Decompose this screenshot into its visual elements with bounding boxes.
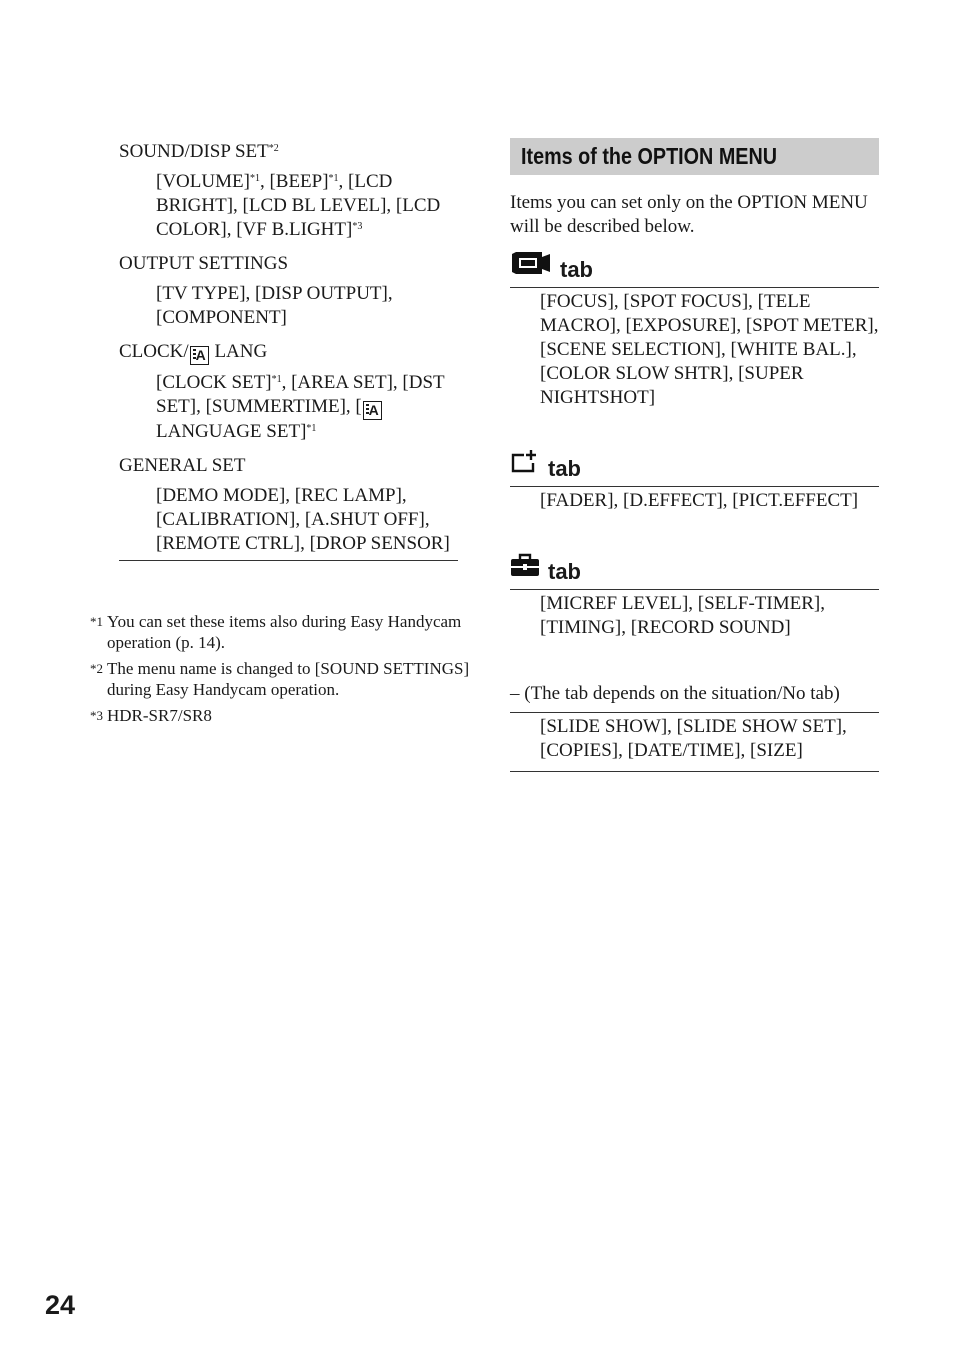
menu-items-output-settings: [TV TYPE], [DISP OUTPUT], [COMPONENT]	[156, 283, 393, 328]
tab-label: tab	[548, 456, 581, 481]
footnote-ref: *3	[352, 221, 363, 232]
intro-text: Items you can set only on the OPTION MENU will be described below.	[510, 192, 868, 237]
tab-items-camera: [FOCUS], [SPOT FOCUS], [TELE MACRO], [EXPOSURE], [SPOT METER], [SCENE SELECTION], [WHITE BAL.], [COLOR SLOW SHTR], [SUPER NIGHTSHOT]	[540, 291, 879, 408]
footnote-ref: *2	[268, 143, 279, 154]
footnote-ref: *1	[271, 374, 282, 385]
menu-item-text: LANGUAGE SET]	[156, 421, 307, 442]
footnote	[90, 611, 470, 653]
tab-heading-effect	[510, 450, 879, 480]
effect-icon	[510, 449, 540, 480]
menu-items-sound-disp-set: [VOLUME]$^{*1}$, [BEEP]$^{*1}$, [LCD BRIGHT], [LCD BL LEVEL], [LCD COLOR], [VF B.LIGHT]$^{*3}$	[156, 171, 441, 240]
language-icon: A	[363, 401, 382, 420]
footnote-ref: *1	[328, 173, 339, 184]
tab-label: tab	[548, 559, 581, 584]
footnote-text: You can set these items also during Easy Handycam operation (p. 14).	[107, 612, 462, 652]
menu-items-clock-lang	[156, 371, 459, 444]
section-header	[510, 138, 879, 175]
footnote-mark: *2	[90, 661, 103, 676]
left-column	[119, 140, 459, 561]
footnote-ref: *1	[306, 423, 317, 434]
menu-title-sound-disp-set	[119, 140, 459, 164]
footnote-text: The menu name is changed to [SOUND SETTINGS] during Easy Handycam operation.	[107, 659, 470, 699]
divider	[510, 771, 879, 772]
menu-title-output-settings: OUTPUT SETTINGS	[119, 253, 289, 274]
language-icon: A	[190, 346, 209, 365]
footnote-ref: *1	[249, 173, 260, 184]
footnote	[90, 658, 470, 700]
camera-icon	[510, 250, 552, 281]
footnote-mark: *3	[90, 708, 103, 723]
menu-title-text: SOUND/DISP SET	[119, 141, 269, 162]
footnotes	[90, 611, 470, 731]
footnote	[90, 705, 470, 726]
menu-title-general-set: GENERAL SET	[119, 455, 246, 476]
footnote-mark: *1	[90, 614, 103, 629]
menu-item-text: , [AREA SET], [DST SET], [SUMMERTIME], [	[156, 372, 445, 417]
toolbox-icon	[510, 552, 540, 583]
menu-title-text: LANG	[209, 341, 268, 362]
menu-title-clock-lang	[119, 340, 459, 365]
right-column	[510, 138, 879, 772]
page-number: 24	[45, 1290, 76, 1320]
tab-items-no-tab: [SLIDE SHOW], [SLIDE SHOW SET], [COPIES], [DATE/TIME], [SIZE]	[540, 716, 847, 761]
tab-heading-camera	[510, 251, 879, 281]
tab-heading-toolbox	[510, 553, 879, 583]
tab-items-effect: [FADER], [D.EFFECT], [PICT.EFFECT]	[540, 490, 859, 511]
tab-label: tab	[560, 257, 593, 282]
tab-items-toolbox: [MICREF LEVEL], [SELF-TIMER], [TIMING], [RECORD SOUND]	[540, 593, 825, 638]
menu-items-general-set: [DEMO MODE], [REC LAMP], [CALIBRATION], [A.SHUT OFF], [REMOTE CTRL], [DROP SENSOR]	[156, 485, 450, 554]
no-tab-heading: – (The tab depends on the situation/No tab)	[510, 683, 840, 704]
menu-item-text: [CLOCK SET]	[156, 372, 272, 393]
footnote-text: HDR-SR7/SR8	[107, 706, 212, 725]
section-header-text: Items of the OPTION MENU	[521, 143, 778, 169]
divider	[119, 560, 458, 561]
menu-title-text: CLOCK/	[119, 341, 189, 362]
